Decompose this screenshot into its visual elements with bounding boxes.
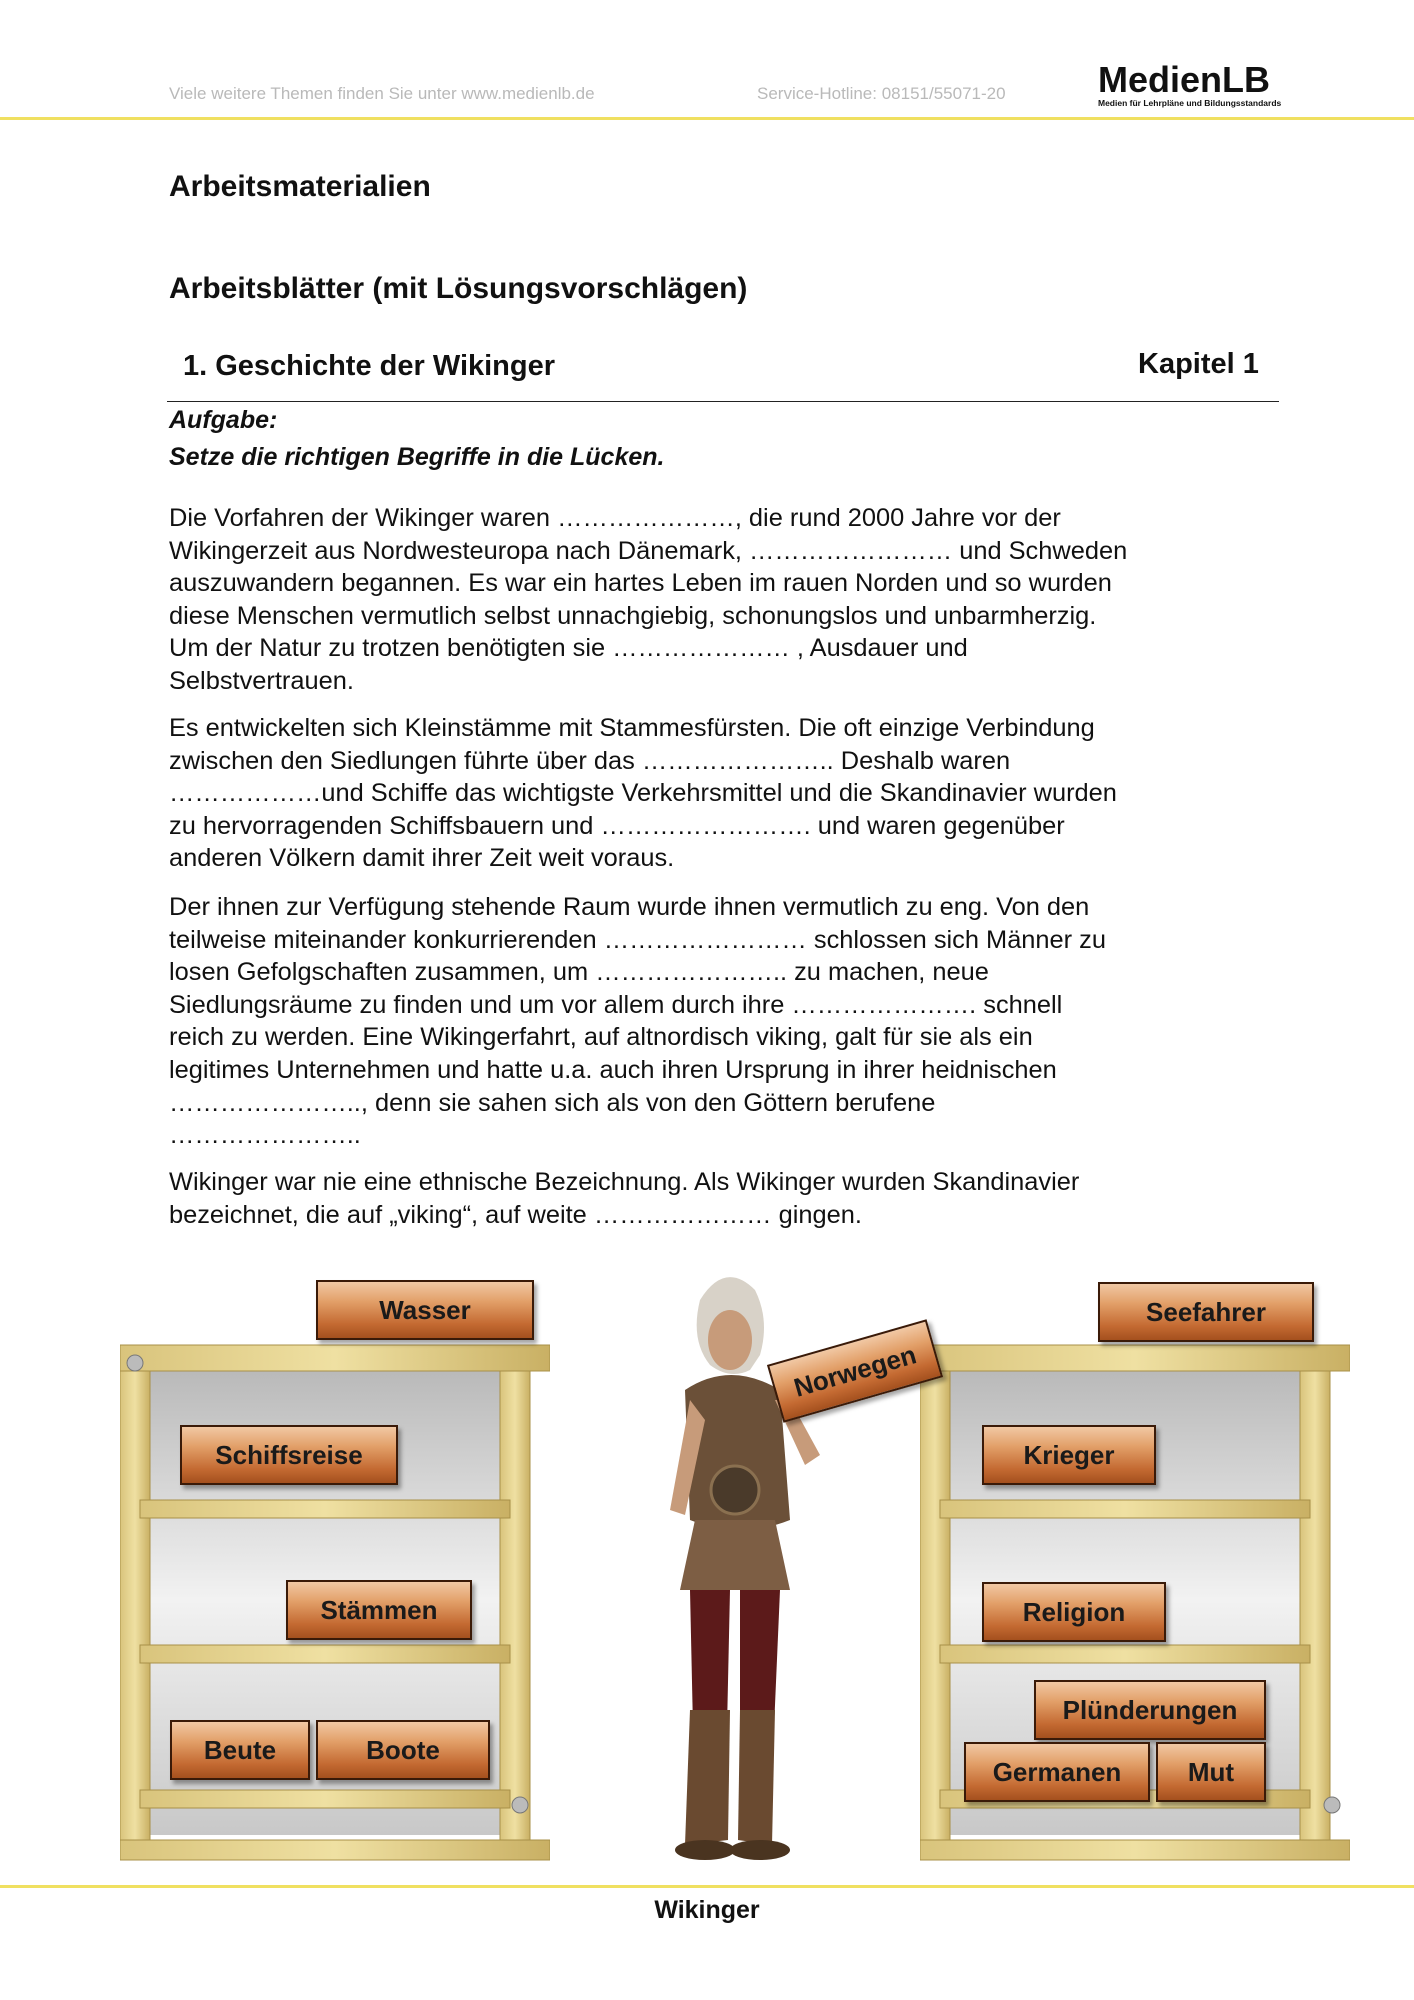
text-line: bezeichnet, die auf „viking“, auf weite ………………… gingen. bbox=[169, 1200, 862, 1229]
logo-title: MedienLB bbox=[1098, 59, 1271, 100]
word-tag-boote[interactable]: Boote bbox=[316, 1720, 490, 1780]
text-line: losen Gefolgschaften zusammen, um ………………….. zu machen, neue bbox=[169, 958, 989, 987]
text-line: Siedlungsräume zu finden und um vor allem durch ihre …………………. schnell bbox=[169, 990, 1063, 1019]
word-tag-krieger[interactable]: Krieger bbox=[982, 1425, 1156, 1485]
text-line: Selbstvertrauen. bbox=[169, 666, 354, 695]
paragraph-4 bbox=[169, 1166, 1289, 1231]
word-tag-wasser[interactable]: Wasser bbox=[316, 1280, 534, 1340]
text-line: Um der Natur zu trotzen benötigten sie ………………… , Ausdauer und bbox=[169, 634, 968, 663]
text-line: reich zu werden. Eine Wikingerfahrt, auf altnordisch viking, galt für sie als ein bbox=[169, 1023, 1033, 1052]
paragraph-1 bbox=[169, 502, 1289, 698]
text-line: ………………….., denn sie sahen sich als von den Göttern berufene bbox=[169, 1088, 936, 1117]
page-title: Arbeitsmaterialien bbox=[169, 170, 431, 203]
header-hotline-text: Service-Hotline: 08151/55071-20 bbox=[757, 84, 1006, 103]
word-tag-staemmen[interactable]: Stämmen bbox=[286, 1580, 472, 1640]
section-divider bbox=[167, 401, 1279, 402]
word-tag-mut[interactable]: Mut bbox=[1156, 1742, 1266, 1802]
word-bank-illustration bbox=[120, 1255, 1350, 1885]
header-website-text: Viele weitere Themen finden Sie unter www.medienlb.de bbox=[169, 84, 595, 103]
chapter-label: Kapitel 1 bbox=[1138, 348, 1259, 380]
text-line: zwischen den Siedlungen führte über das ………………….. Deshalb waren bbox=[169, 746, 1011, 775]
text-line: Wikingerzeit aus Nordwesteuropa nach Dänemark, …………………… und Schweden bbox=[169, 536, 1128, 565]
word-tag-norwegen[interactable]: Norwegen bbox=[767, 1319, 943, 1422]
text-line: legitimes Unternehmen und hatte u.a. auch ihren Ursprung in ihrer heidnischen bbox=[169, 1055, 1057, 1084]
section-title: 1. Geschichte der Wikinger bbox=[183, 350, 556, 382]
word-tag-schiffsreise[interactable]: Schiffsreise bbox=[180, 1425, 398, 1485]
word-tag-pluenderungen[interactable]: Plünderungen bbox=[1034, 1680, 1266, 1740]
text-line: Die Vorfahren der Wikinger waren …………………, die rund 2000 Jahre vor der bbox=[169, 504, 1061, 532]
text-line: diese Menschen vermutlich selbst unnachgiebig, schonungslos und unbarmherzig. bbox=[169, 601, 1097, 630]
word-tag-religion[interactable]: Religion bbox=[982, 1582, 1166, 1642]
task-label: Aufgabe: bbox=[169, 406, 278, 434]
text-line: ………………….. bbox=[169, 1121, 361, 1150]
text-line: Der ihnen zur Verfügung stehende Raum wurde ihnen vermutlich zu eng. Von den bbox=[169, 893, 1090, 921]
logo-subtitle: Medien für Lehrpläne und Bildungsstandards bbox=[1098, 98, 1282, 108]
text-line: auszuwandern begannen. Es war ein hartes Leben im rauen Norden und so wurden bbox=[169, 569, 1112, 598]
text-line: zu hervorragenden Schiffsbauern und ……………………. und waren gegenüber bbox=[169, 811, 1065, 840]
word-tag-beute[interactable]: Beute bbox=[170, 1720, 310, 1780]
paragraph-2 bbox=[169, 712, 1289, 875]
paragraph-3 bbox=[169, 891, 1289, 1152]
text-line: teilweise miteinander konkurrierenden …………………… schlossen sich Männer zu bbox=[169, 925, 1106, 954]
text-line: ………………und Schiffe das wichtigste Verkehrsmittel und die Skandinavier wurden bbox=[169, 779, 1117, 808]
footer-divider bbox=[0, 1885, 1414, 1888]
medienlb-logo bbox=[1098, 59, 1294, 108]
word-tag-germanen[interactable]: Germanen bbox=[964, 1742, 1150, 1802]
page-subtitle: Arbeitsblätter (mit Lösungsvorschlägen) bbox=[169, 272, 748, 305]
task-instruction: Setze die richtigen Begriffe in die Lücken. bbox=[169, 443, 665, 471]
text-line: Wikinger war nie eine ethnische Bezeichnung. Als Wikinger wurden Skandinavier bbox=[169, 1168, 1080, 1196]
text-line: anderen Völkern damit ihrer Zeit weit voraus. bbox=[169, 844, 675, 873]
text-line: Es entwickelten sich Kleinstämme mit Stammesfürsten. Die oft einzige Verbindung bbox=[169, 714, 1095, 742]
word-tag-seefahrer[interactable]: Seefahrer bbox=[1098, 1282, 1314, 1342]
header-divider bbox=[0, 117, 1414, 120]
footer-title: Wikinger bbox=[654, 1896, 760, 1924]
